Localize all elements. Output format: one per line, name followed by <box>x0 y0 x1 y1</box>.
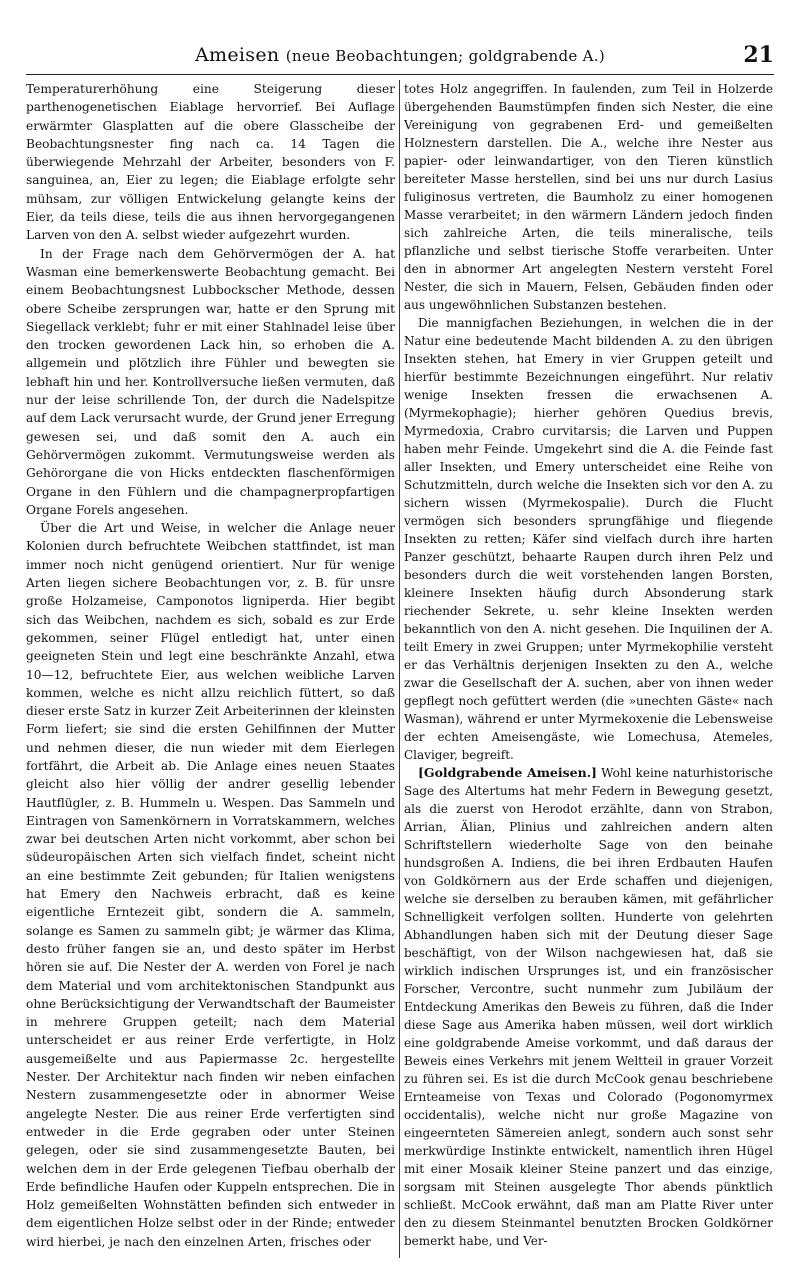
paragraph: Über die Art und Weise, in welcher die Anlage neuer Kolonien durch befruchtete Weibchen stattfindet, ist man immer noch nicht genügend orientiert. Nur für wenige Arten liegen sichere Beobachtungen vor, z. B. für unsre große Holzameise, Camponotos ligniperda. Hier begibt sich das Weibchen, nachdem es sich, sobald es zur Erde gekommen, seiner Flügel entledigt hat, unter einen geeigneten Stein und legt eine beschränkte Anzahl, etwa 10—12, befruchtete Eier, aus welchen weibliche Larven kommen, welche es nicht allzu reichlich füttert, so daß dieser erste Satz in kurzer Zeit Arbeiterinnen der kleinsten Form liefert; sie sind die ersten Gehilfinnen der Mutter und nehmen dieser, die nun wieder mit dem Eierlegen fortfährt, die Arbeit ab. Die Anlage eines neuen Staates gleicht also hier völlig der andrer gesellig lebender Hautflügler, z. B. Hummeln u. Wespen. Das Sammeln und Eintragen von Samenkörnern in Vorratskammern, welches zwar bei deutschen Arten nicht vorkommt, aber schon bei südeuropäischen Arten sich vielfach findet, scheint nicht an eine bestimmte Zeit gebunden; für Italien wenigstens hat Emery den Nachweis erbracht, daß es keine eigentliche Erntezeit gibt, sondern die A. sammeln, solange es Samen zu sammeln gibt; je wärmer das Klima, desto früher fangen sie an, und desto später im Herbst hören sie auf. Die Nester der A. werden von Forel je nach dem Material und vom architektonischen Standpunkt aus ohne Berücksichtigung der Verwandtschaft der Baumeister in mehrere Gruppen geteilt; nach dem Material unterscheidet er aus reiner Erde verfertigte, in Holz ausgemeißelte und aus Papiermasse 2c. hergestellte Nester. Der Architektur nach finden wir neben einfachen Nestern zusammengesetzte oder in abnormer Weise angelegte Nester. Die aus reiner Erde verfertigten sind entweder in die Erde gegraben oder unter Steinen gelegen, oder sie sind zusammengesetzte Bauten, bei welchen dem in der Erde gelegenen Tiefbau oberhalb der Erde befindliche Haufen oder Kuppeln entsprechen. Die in Holz gemeißelten Wohnstätten befinden sich entweder in dem eigentlichen Holze selbst oder in der Rinde; entweder wird hierbei, je nach den einzelnen Arten, frisches oder <box>26 521 395 1249</box>
section-paragraph <box>404 764 773 1250</box>
header-title: Ameisen <box>195 44 280 66</box>
paragraph: Temperaturerhöhung eine Steigerung dieser parthenogenetischen Eiablage hervorrief. Bei Auflage erwärmter Glasplatten auf die obere Glasscheibe der Beobachtungsnester fing nach ca. 14 Tagen die überwiegende Mehrzahl der Arbeiter, besonders von F. sanguinea, an, Eier zu legen; die Eiablage erfolgte sehr mühsam, zur völligen Entwickelung gelangte keins der Eier, da teils diese, teils die aus ihnen hervorgegangenen Larven von den A. selbst wieder aufgezehrt wurden. <box>26 82 395 243</box>
left-column <box>26 80 395 1251</box>
section-heading: [Goldgrabende Ameisen.] <box>418 765 597 780</box>
text-columns <box>26 80 774 1260</box>
column-divider <box>399 80 400 1258</box>
page-number: 21 <box>743 42 774 68</box>
section-text: Wohl keine naturhistorische Sage des Altertums hat mehr Federn in Bewegung gesetzt, als die zuerst von Herodot erzählte, dann von Strabon, Arrian, Älian, Plinius und zahlreichen andern alten Schriftstellern wiederholte Sage von den beinahe hundsgroßen A. Indiens, die bei ihren Erdbauten Haufen von Goldkörnern aus der Erde schaffen und diejenigen, welche sie derselben zu berauben kämen, mit gefährlicher Schnelligkeit verfolgen sollten. Hunderte von gelehrten Abhandlungen haben sich mit der Deutung dieser Sage beschäftigt, von der Wilson nachgewiesen hat, daß sie wirklich indischen Ursprunges ist, und ein französischer Forscher, Vercontre, sucht nunmehr zum Jubiläum der Entdeckung Amerikas den Beweis zu führen, daß die Inder diese Sage aus Amerika haben müssen, weil dort wirklich eine goldgrabende Ameise vorkommt, und daß daraus der Beweis eines Verkehrs mit jenem Weltteil in grauer Vorzeit zu führen sei. Es ist die durch McCook genau beschriebene Ernteameise von Texas und Colorado (Pogonomyrmex occidentalis), welche nicht nur große Magazine von eingeernteten Sämereien anlegt, sondern auch sonst sehr merkwürdige Instinkte entwickelt, namentlich ihren Hügel mit einer Mosaik kleiner Steine panzert und das einzige, sorgsam mit Steinen ausgelegte Thor abends pünktlich schließt. McCook erwähnt, daß man am Platte River unter den zu diesem Steinmantel benutzten Brocken Goldkörner bemerkt habe, und Ver- <box>404 766 773 1248</box>
header-subtitle: (neue Beobachtungen; goldgrabende A.) <box>285 47 605 65</box>
paragraph: In der Frage nach dem Gehörvermögen der A. hat Wasman eine bemerkenswerte Beobachtung gemacht. Bei einem Beobachtungsnest Lubbockscher Methode, dessen obere Scheibe zersprungen war, hatte er den Sprung mit Siegellack verklebt; fuhr er mit einer Stahlnadel leise über den trocken gewordenen Lack hin, so erhoben die A. allgemein und plötzlich ihre Fühler und bewegten sie lebhaft hin und her. Kontrollversuche ließen vermuten, daß nur der leise schrillende Ton, der durch die Nadelspitze auf dem Lack verursacht wurde, der Grund jener Erregung gewesen sei, und daß somit den A. auch ein Gehörvermögen zukommt. Vermutungsweise werden als Gehörorgane die von Hicks entdeckten flaschenförmigen Organe in den Fühlern und die champagnerpropfartigen Organe Forels angesehen. <box>26 246 395 517</box>
paragraph: totes Holz angegriffen. In faulenden, zum Teil in Holzerde übergehenden Baumstümpfen finden sich Nester, die eine Vereinigung von gegrabenen Erd- und gemeißelten Holznestern darstellen. Die A., welche ihre Nester aus papier- oder leinwandartiger, von den Tieren künstlich bereiteter Masse herstellen, sind bei uns nur durch Lasius fuliginosus vertreten, die Baumholz zu einer homogenen Masse verarbeitet; in den wärmern Ländern jedoch finden sich zahlreiche Arten, die teils mineralische, teils pflanzliche und selbst tierische Stoffe verarbeiten. Unter den in abnormer Art angelegten Nestern versteht Forel Nester, die sich in Mauern, Felsen, Gebäuden finden oder aus ungewöhnlichen Substanzen bestehen. <box>404 82 773 312</box>
running-title <box>26 44 774 66</box>
right-column <box>404 80 773 1250</box>
paragraph: Die mannigfachen Beziehungen, in welchen die in der Natur eine bedeutende Macht bildenden A. zu den übrigen Insekten stehen, hat Emery in vier Gruppen geteilt und hierfür bestimmte Bezeichnungen eingeführt. Nur relativ wenige Insekten fressen die erwachsenen A. (Myrmekophagie); hierher gehören Quedius brevis, Myrmedoxia, Crabro curvitarsis; die Larven und Puppen haben mehr Feinde. Umgekehrt sind die A. die Feinde fast aller Insekten, und Emery unterscheidet eine Reihe von Schutzmitteln, durch welche die Insekten sich vor den A. zu sichern wissen (Myrmekospalie). Durch die Flucht vermögen sich besonders sprungfähige und fliegende Insekten zu retten; Käfer sind vielfach durch ihre harten Panzer geschützt, behaarte Raupen durch ihren Pelz und besonders durch die weit vorstehenden langen Borsten, kleinere Insekten häufig durch Absonderung stark riechender Sekrete, u. sehr kleine Insekten werden bekanntlich von den A. nicht gesehen. Die Inquilinen der A. teilt Emery in zwei Gruppen; unter Myrmekophilie versteht er das Verhältnis derjenigen Insekten zu den A., welche zwar die Gesellschaft der A. suchen, aber von ihnen weder gepflegt noch gefüttert werden (die »unechten Gäste« nach Wasman), während er unter Myrmekoxenie die Lebensweise der echten Ameisengäste, wie Lomechusa, Atemeles, Claviger, begreift. <box>404 316 773 762</box>
running-header <box>26 40 774 75</box>
